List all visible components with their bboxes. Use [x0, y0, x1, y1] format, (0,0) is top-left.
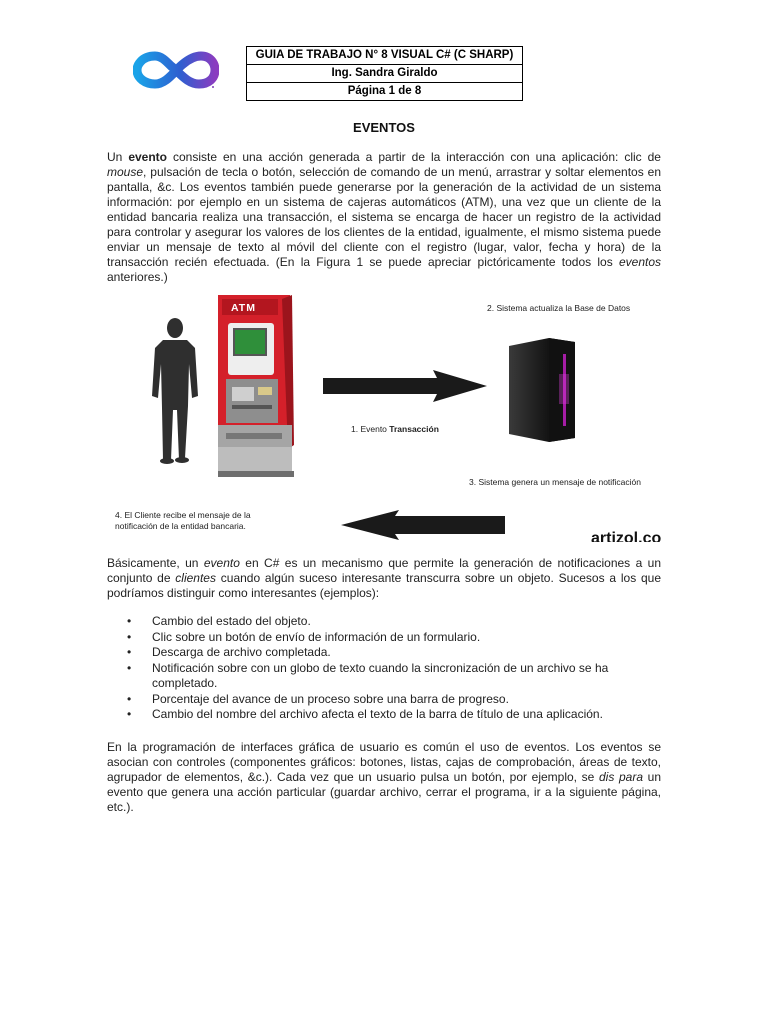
bullet-icon: • [127, 660, 132, 675]
arrow-right-icon [323, 370, 487, 402]
label-notification-generated: 3. Sistema genera un mensaje de notificación [469, 477, 641, 487]
header-page-number: Página 1 de 8 [247, 83, 523, 101]
header-table [246, 46, 523, 101]
label-event-transaction: 1. Evento Transacción [351, 424, 439, 434]
bullet-icon: • [127, 629, 132, 644]
list-item: • Clic sobre un botón de envío de información de un formulario. [127, 629, 481, 644]
person-silhouette-icon [149, 318, 201, 464]
atm-sign: ATM [231, 302, 256, 314]
list-item: • Notificación sobre con un globo de texto cuando la sincronización de un archivo se ha completado. [127, 660, 609, 690]
bullet-icon: • [127, 645, 132, 659]
section-title: EVENTOS [353, 120, 415, 135]
figure-atm-events [107, 290, 663, 542]
bullet-icon: • [127, 614, 132, 628]
watermark: artizol.co [591, 530, 662, 542]
list-item: • Cambio del nombre del archivo afecta el texto de la barra de título de una aplicación. [127, 707, 603, 721]
gui-events-paragraph: En la programación de interfaces gráfica de usuario es común el uso de eventos. Los eventos se asocian con controles (componentes gráficos: botones, listas, cajas de comprobación, áreas de texto, agrupador de elementos, &c.). Cada vez que un usuario pulsa un botón, por ejemplo, se dis para un evento que genera una acción particular (guardar archivo, cerrar el programa, ir a la siguiente página, etc.). [107, 740, 661, 814]
list-item: • Porcentaje del avance de un proceso sobre una barra de progreso. [127, 691, 509, 706]
list-item: • Cambio del estado del objeto. [127, 614, 311, 628]
header-author: Ing. Sandra Giraldo [247, 65, 523, 83]
events-definition-paragraph: Básicamente, un evento en C# es un mecanismo que permite la generación de notificaciones a un conjunto de clientes cuando algún suceso interesante transcurra sobre un objeto. Sucesos a los que podríamos distinguir como interesantes (ejemplos): [107, 556, 662, 600]
atm-machine-icon [212, 295, 296, 477]
bullet-icon: • [127, 707, 132, 721]
header-guide-title: GUIA DE TRABAJO N° 8 VISUAL C# (C SHARP) [247, 47, 523, 65]
label-database-update: 2. Sistema actualiza la Base de Datos [487, 303, 631, 313]
arrow-left-icon [341, 510, 505, 540]
server-tower-icon [505, 334, 581, 444]
visual-studio-logo-icon [133, 44, 219, 92]
bullet-icon: • [127, 691, 132, 706]
intro-paragraph: Un evento consiste en una acción generada a partir de la interacción con una aplicación: clic de mouse, pulsación de tecla o botón, selección de comando de un menú, arrastrar y soltar elementos en pantalla, &c. Los eventos también puede generarse por la generación de la actividad de un sistema información: por ejemplo en un sistema de cajeras automáticos (ATM), una vez que un cliente de la entidad bancaria realiza una transacción, el sistema se encarga de hacer un registro de la actividad para controlar y asegurar los valores de los clientes de la entidad, igualmente, el mismo sistema puede enviar un mensaje de texto al móvil del cliente con el registro (lugar, valor, fecha y hora) de la transacción recién efectuada. (En la Figura 1 se puede apreciar pictóricamente todos los eventos anteriores.) [107, 150, 661, 284]
list-item: • Descarga de archivo completada. [127, 645, 331, 659]
label-client-receives: 4. El Cliente recibe el mensaje de la notificación de la entidad bancaria. [115, 510, 251, 531]
examples-list [107, 614, 661, 723]
